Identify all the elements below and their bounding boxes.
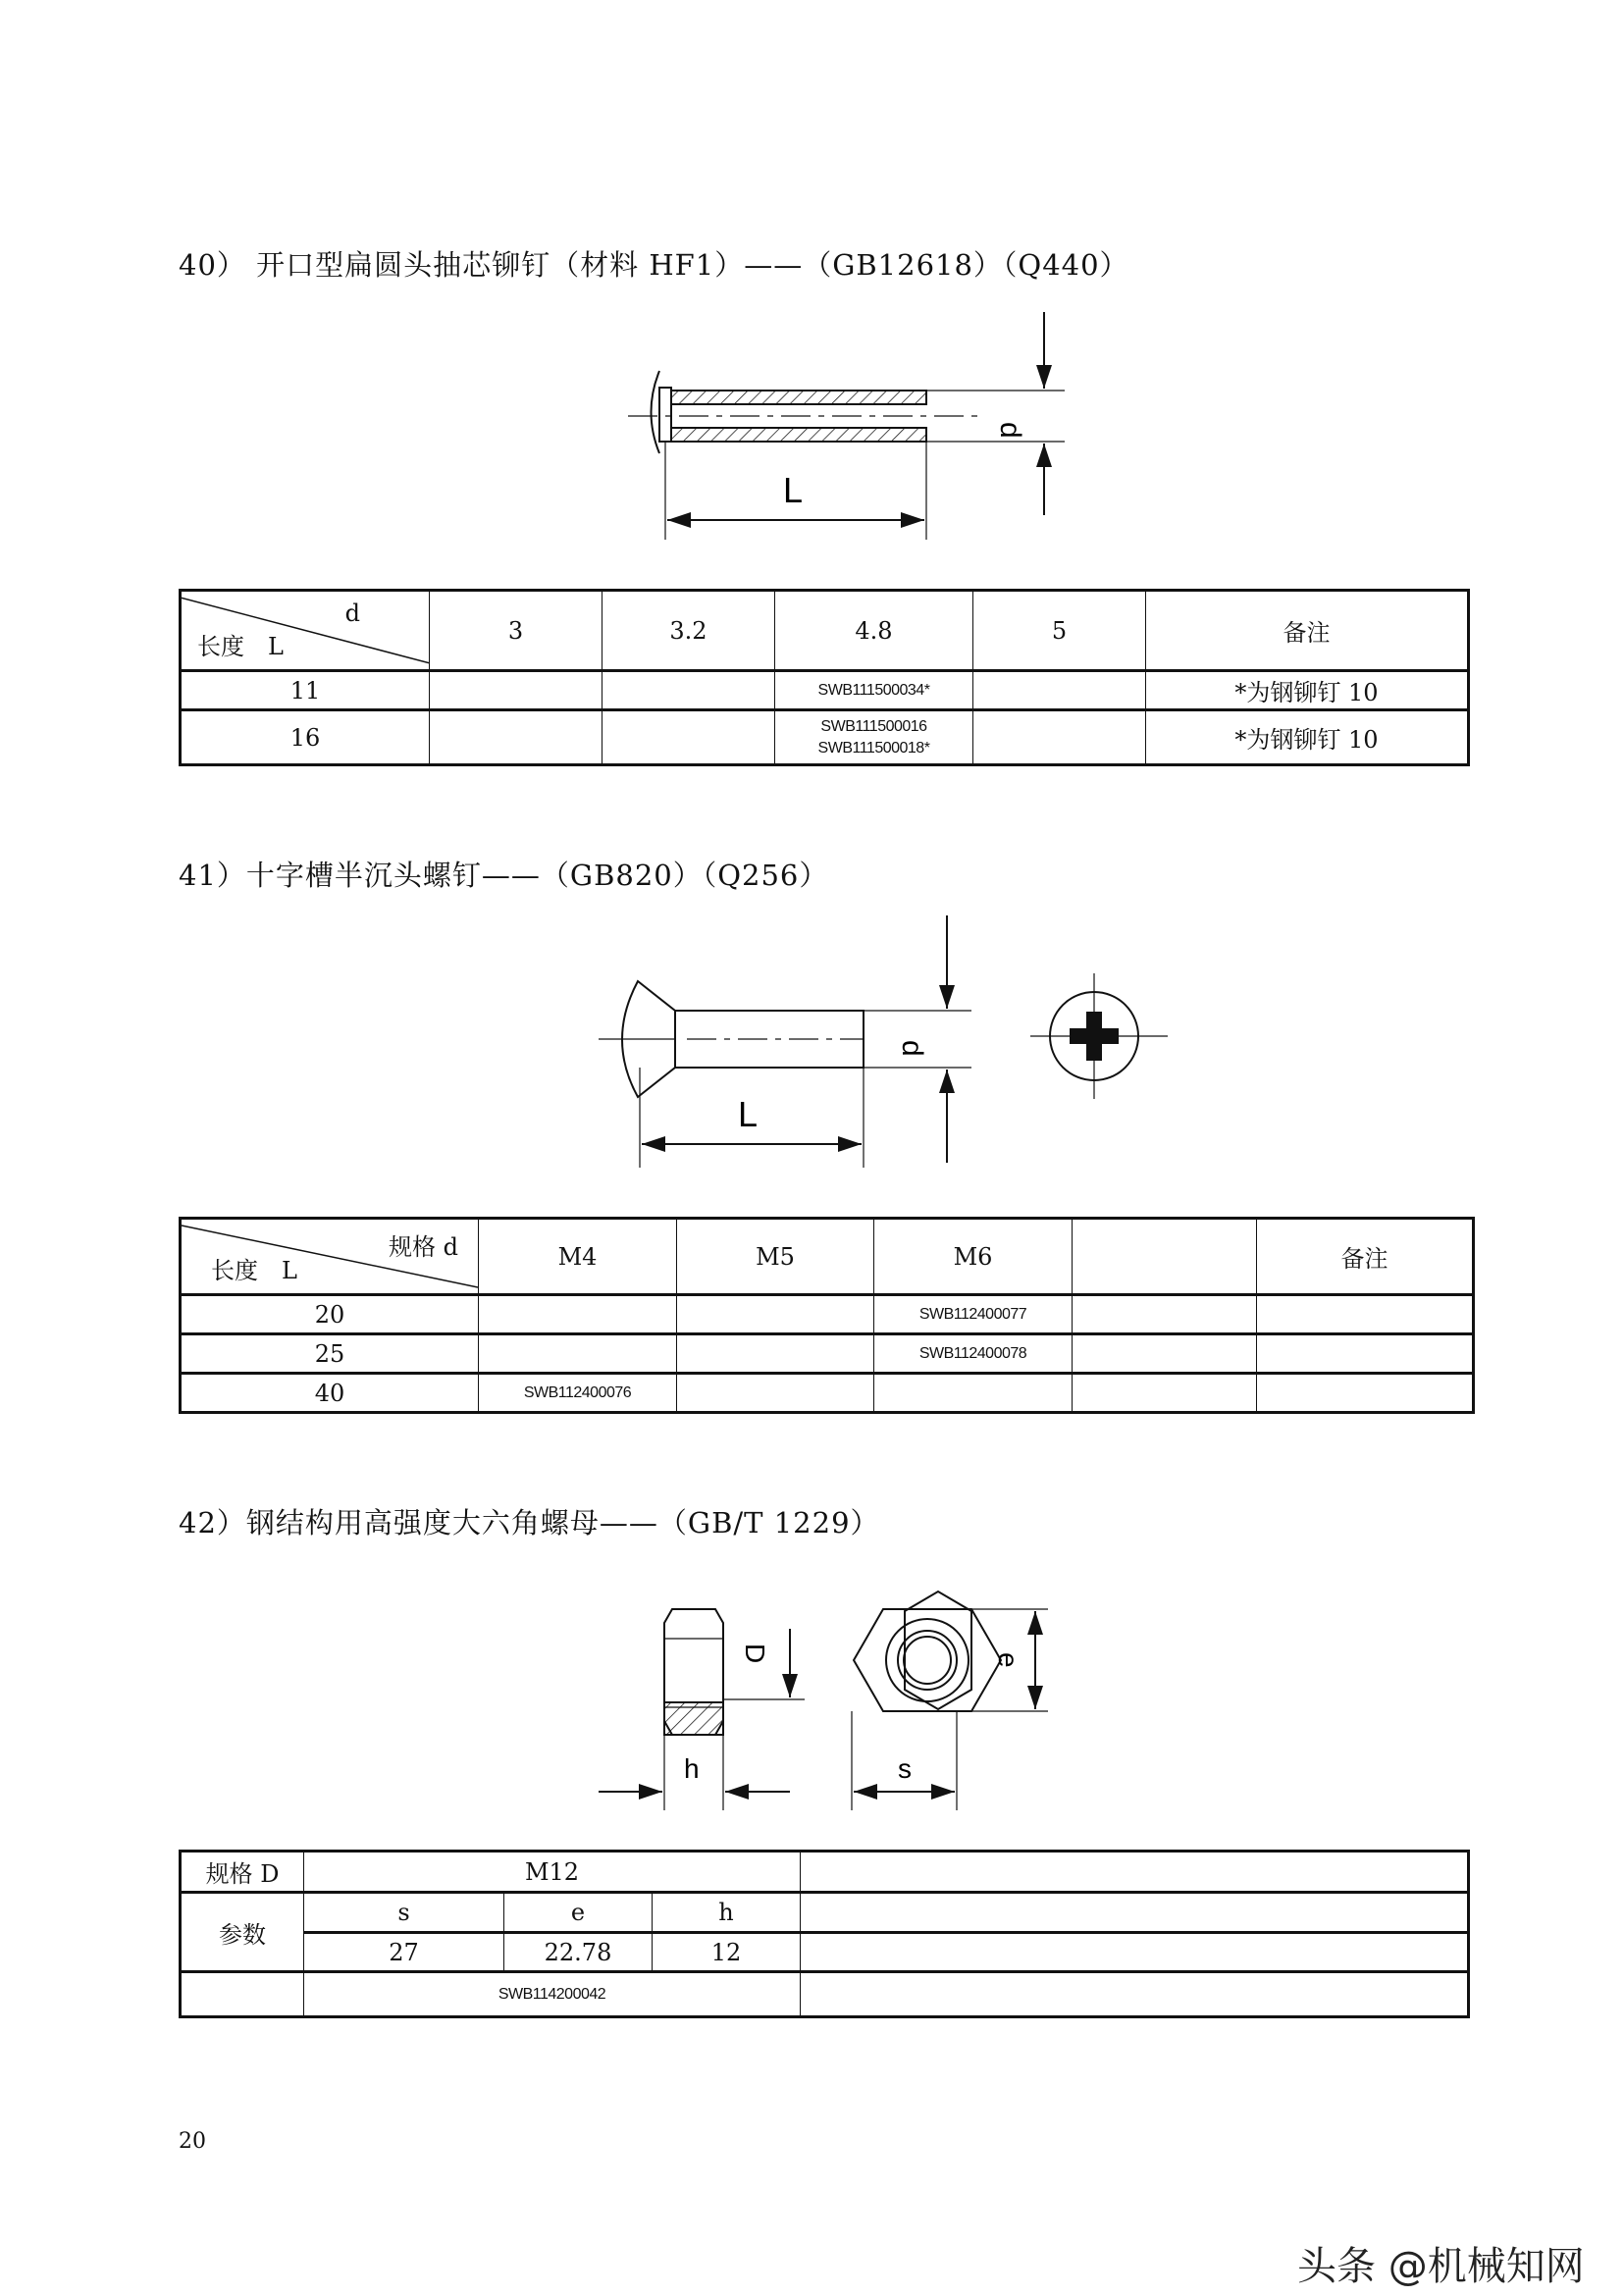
corner-header: d 长度 L — [181, 591, 430, 671]
length-cell: 20 — [181, 1295, 479, 1334]
screw-L-label: L — [738, 1094, 759, 1134]
cell — [602, 671, 775, 710]
cell — [801, 1852, 1469, 1893]
part-code: SWB111500034* — [775, 671, 973, 710]
cell — [874, 1374, 1073, 1413]
cell — [1257, 1295, 1474, 1334]
param-value: 22.78 — [504, 1933, 653, 1972]
spec-label: 规格 D — [181, 1852, 304, 1893]
part-codes: SWB111500016 SWB111500018* — [775, 710, 973, 765]
cell — [479, 1295, 677, 1334]
column-header: 4.8 — [775, 591, 973, 671]
table-row — [181, 710, 1469, 765]
column-header: 5 — [973, 591, 1146, 671]
column-header: 3.2 — [602, 591, 775, 671]
column-header: 备注 — [1257, 1219, 1474, 1295]
remark: *为钢铆钉 10 — [1146, 710, 1469, 765]
part-code: SWB112400076 — [479, 1374, 677, 1413]
cell — [479, 1334, 677, 1374]
length-cell: 40 — [181, 1374, 479, 1413]
nut-s-label: s — [898, 1753, 912, 1784]
nut-D-label: D — [740, 1644, 770, 1664]
table-row — [181, 671, 1469, 710]
part-code: SWB112400078 — [874, 1334, 1073, 1374]
remark: *为钢铆钉 10 — [1146, 671, 1469, 710]
cell — [181, 1972, 304, 2017]
rivet-spec-table — [179, 589, 1470, 766]
table-row — [181, 1295, 1474, 1334]
rivet-d-label: d — [994, 422, 1026, 439]
corner-header: 规格 d 长度 L — [181, 1219, 479, 1295]
part-code: SWB114200042 — [304, 1972, 801, 2017]
column-header: M4 — [479, 1219, 677, 1295]
param-header: h — [653, 1893, 801, 1933]
page-number: 20 — [179, 2129, 206, 2154]
param-label: 参数 — [181, 1893, 304, 1972]
section-40-heading: 40） 开口型扁圆头抽芯铆钉（材料 HF1）——（GB12618）（Q440） — [179, 248, 1129, 282]
nut-e-label: e — [993, 1652, 1023, 1668]
cell — [1073, 1334, 1257, 1374]
screw-drawing — [599, 915, 1168, 1168]
part-code: SWB112400077 — [874, 1295, 1073, 1334]
column-header: M6 — [874, 1219, 1073, 1295]
table-row — [181, 1334, 1474, 1374]
length-cell: 16 — [181, 710, 430, 765]
cell — [801, 1893, 1469, 1933]
spec-value: M12 — [304, 1852, 801, 1893]
section-42-heading: 42）钢结构用高强度大六角螺母——（GB/T 1229） — [179, 1506, 880, 1539]
cell — [677, 1334, 874, 1374]
cell — [801, 1933, 1469, 1972]
cell — [677, 1374, 874, 1413]
nut-spec-table — [179, 1850, 1470, 2018]
length-cell: 11 — [181, 671, 430, 710]
section-41-heading: 41）十字槽半沉头螺钉——（GB820）（Q256） — [179, 859, 829, 892]
cell — [602, 710, 775, 765]
param-value: 27 — [304, 1933, 504, 1972]
cell — [677, 1295, 874, 1334]
cell — [1073, 1295, 1257, 1334]
table-row — [181, 1374, 1474, 1413]
rivet-L-label: L — [783, 470, 804, 510]
nut-h-label: h — [684, 1753, 700, 1784]
column-header: 备注 — [1146, 591, 1469, 671]
length-cell: 25 — [181, 1334, 479, 1374]
param-value: 12 — [653, 1933, 801, 1972]
column-header — [1073, 1219, 1257, 1295]
watermark: 头条 @机械知网 — [1297, 2244, 1585, 2289]
cell — [973, 671, 1146, 710]
cell — [801, 1972, 1469, 2017]
cell — [1073, 1374, 1257, 1413]
cell — [430, 710, 602, 765]
param-header: e — [504, 1893, 653, 1933]
screw-d-label: d — [896, 1040, 928, 1057]
cell — [430, 671, 602, 710]
screw-spec-table — [179, 1217, 1475, 1414]
param-header: s — [304, 1893, 504, 1933]
cell — [1257, 1334, 1474, 1374]
column-header: M5 — [677, 1219, 874, 1295]
cell — [973, 710, 1146, 765]
cell — [1257, 1374, 1474, 1413]
column-header: 3 — [430, 591, 602, 671]
nut-drawing — [599, 1592, 1048, 1810]
